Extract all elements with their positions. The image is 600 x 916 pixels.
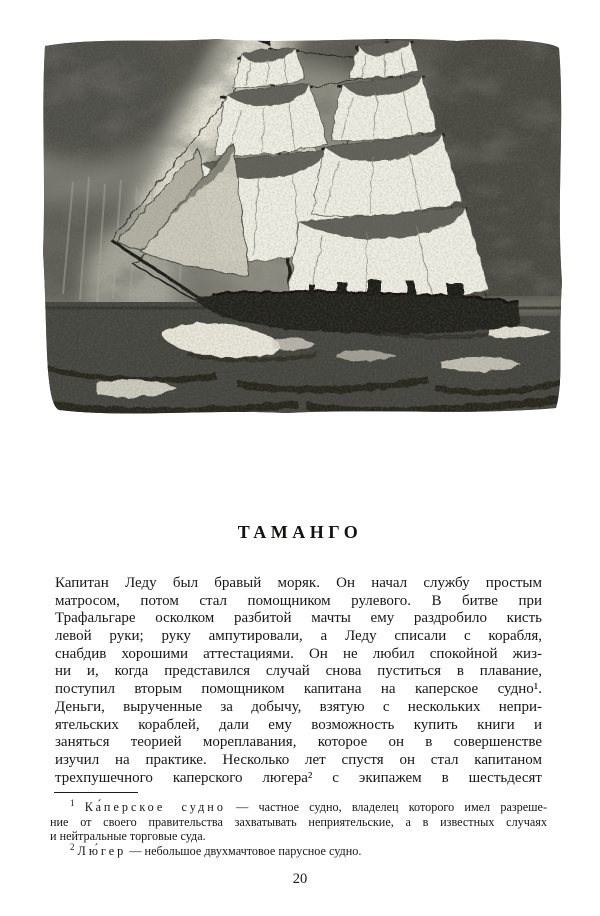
footnote-1-line-1 bbox=[50, 797, 548, 815]
body-line: снабдив хорошими аттестациями. Он не любил спокойной жиз- bbox=[55, 645, 542, 662]
story-title: ТАМАНГО bbox=[237, 522, 363, 542]
footnote-1-line-2: ние от своего правительства захватывать неприятельские, а в известных случаях bbox=[50, 814, 547, 829]
body-line: Деньги, вырученные за добычу, взятую с нескольких непри- bbox=[55, 698, 542, 715]
footnote-2-line bbox=[50, 844, 547, 859]
body-line: Трафальгаре осколком разбитой мачты ему раздробило кисть bbox=[55, 610, 542, 627]
footnote-2-marker: 2 bbox=[70, 842, 75, 853]
body-line: заняться теорией мореплавания, которое он в совершенстве bbox=[55, 734, 542, 751]
body-line: ни и, когда представился случай снова пуститься в плавание, bbox=[55, 663, 542, 680]
footnote-1-term: Ка́перское судно bbox=[84, 800, 226, 814]
footnote-2-term: Лю́гер bbox=[77, 844, 127, 859]
ship-illustration-svg bbox=[37, 32, 567, 420]
page-number: 20 bbox=[292, 871, 308, 887]
body-line: матросом, потом стал помощником рулевого. В битве при bbox=[55, 592, 542, 609]
body-line: поступил вторым помощником капитана на каперское судно¹. bbox=[55, 681, 542, 698]
body-line: ятельских кораблей, дали ему возможность купить книги и bbox=[55, 716, 542, 733]
footnote-1-line-3: и нейтральные торговые суда. bbox=[50, 829, 206, 844]
body-line: левой руки; руку ампутировали, а Леду списали с корабля, bbox=[55, 628, 542, 645]
footnote-1-marker: 1 bbox=[70, 797, 75, 808]
ship-illustration bbox=[37, 32, 567, 420]
footnote-2-text: — небольшое двухмачтовое парусное судно. bbox=[129, 844, 362, 859]
body-text bbox=[55, 575, 542, 787]
footnotes bbox=[50, 797, 548, 859]
body-line: трехпушечного каперского люгера² с экипажем в шестьдесят bbox=[55, 769, 542, 786]
body-line: изучил на практике. Несколько лет спустя он стал капитаном bbox=[55, 751, 542, 768]
footnote-separator bbox=[54, 792, 138, 793]
body-line: Капитан Леду был бравый моряк. Он начал службу простым bbox=[55, 575, 542, 591]
footnote-1-text: — частное судно, владелец которого имел разреше- bbox=[236, 800, 548, 814]
